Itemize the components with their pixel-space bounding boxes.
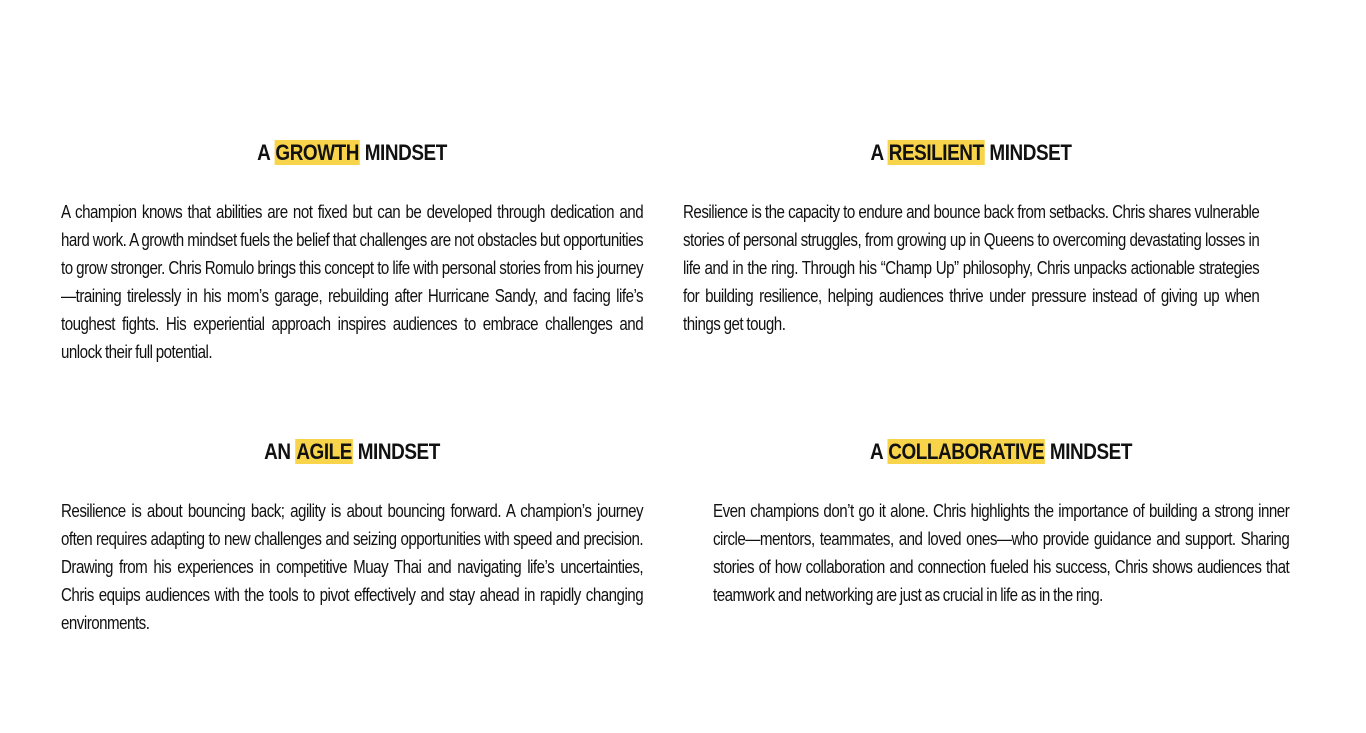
heading-highlight: COLLABORATIVE: [888, 439, 1045, 464]
agile-mindset-body: [61, 497, 643, 637]
heading-highlight: RESILIENT: [888, 140, 984, 165]
body-paragraph: Resilience is about bouncing back; agility is about bouncing forward. A champion’s journey often requires adapting to new challenges and seizing opportunities with speed and precision. Drawing from his experiences in competitive Muay Thai and navigating life’s uncertainties, Chris equips audiences with the tools to pivot effectively and stay ahead in rapidly changing environments.: [61, 501, 644, 633]
heading-highlight: AGILE: [296, 439, 352, 464]
agile-mindset-heading: [102, 438, 603, 466]
collaborative-mindset-heading: [753, 438, 1248, 466]
growth-mindset-body: [61, 198, 643, 366]
body-paragraph: Even champions don’t go it alone. Chris highlights the importance of building a strong inner circle—mentors, teammates, and loved ones—who provide guidance and support. Sharing stories of how collaboration and connection fueled his success, Chris shows audiences that teamwork and networking are just as crucial in life as in the ring.: [713, 501, 1290, 605]
growth-mindset-heading: [102, 139, 603, 167]
collaborative-mindset-body: [713, 497, 1289, 609]
heading-suffix: MINDSET: [364, 140, 447, 165]
heading-prefix: A: [257, 140, 270, 165]
heading-suffix: MINDSET: [357, 439, 440, 464]
body-paragraph: A champion knows that abilities are not fixed but can be developed through dedication and hard work. A growth mindset fuels the belief that challenges are not obstacles but opportunities to grow stronger. Chris Romulo brings this concept to life with personal stories from his journey—training tirelessly in his mom’s garage, rebuilding after Hurricane Sandy, and facing life’s toughest fights. His experiential approach inspires audiences to embrace challenges and unlock their full potential.: [61, 202, 644, 362]
resilient-mindset-heading: [723, 139, 1218, 167]
heading-suffix: MINDSET: [1049, 439, 1132, 464]
heading-highlight: GROWTH: [275, 140, 360, 165]
heading-prefix: A: [869, 439, 883, 464]
heading-suffix: MINDSET: [989, 140, 1072, 165]
resilient-mindset-body: [683, 198, 1259, 338]
heading-prefix: A: [870, 140, 884, 165]
heading-prefix: AN: [264, 439, 291, 464]
body-paragraph: Resilience is the capacity to endure and bounce back from setbacks. Chris shares vulnerable stories of personal struggles, from growing up in Queens to overcoming devastating losses in life and in the ring. Through his “Champ Up” philosophy, Chris unpacks actionable strategies for building resilience, helping audiences thrive under pressure instead of giving up when things get tough.: [683, 202, 1260, 334]
